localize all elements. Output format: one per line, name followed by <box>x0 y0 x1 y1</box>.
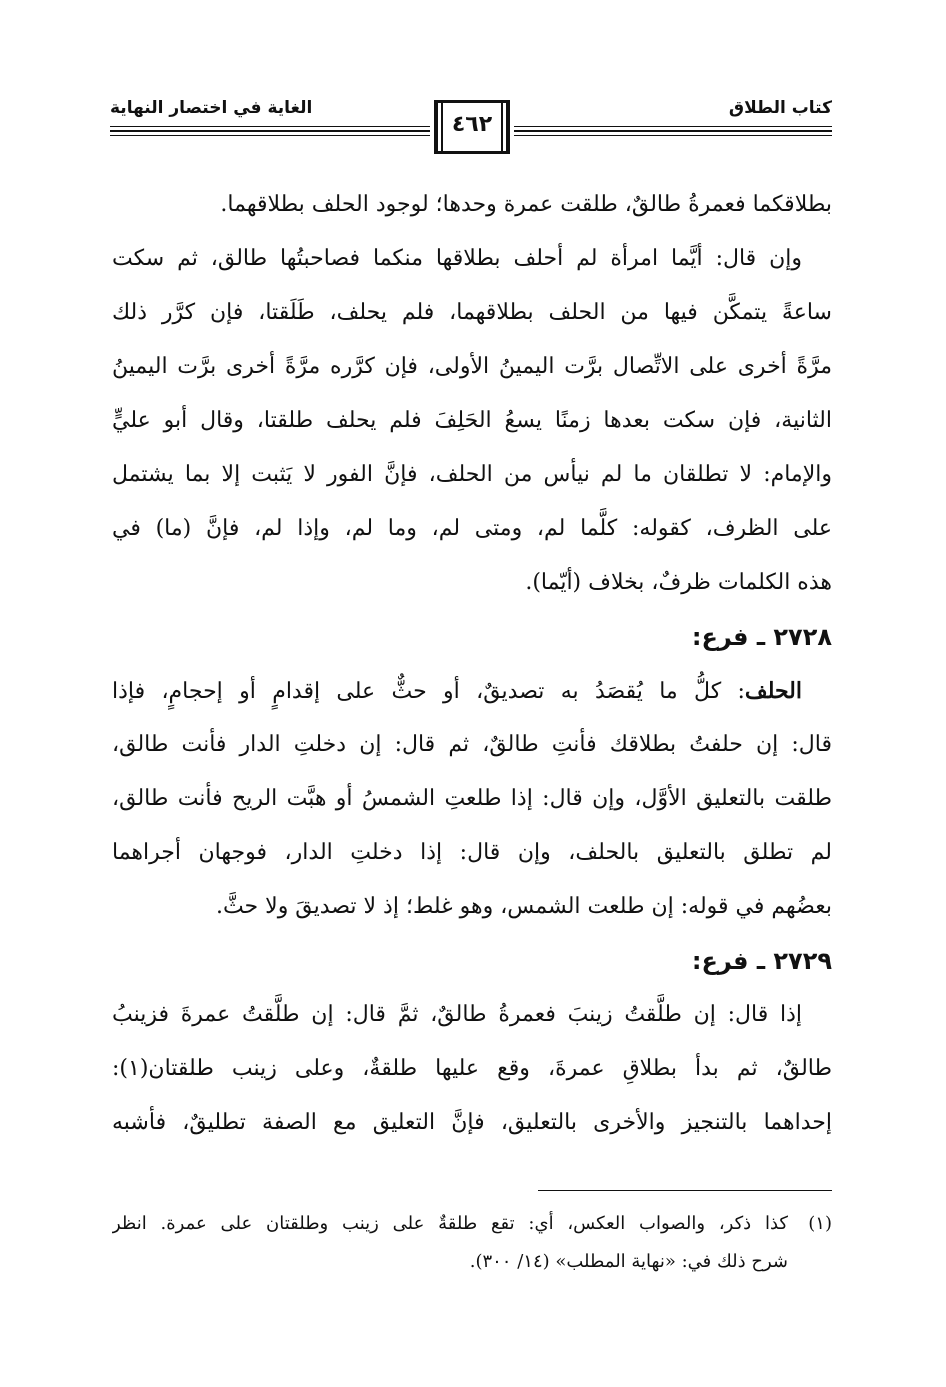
footnote-line: شرح ذلك في: «نهاية المطلب» (١٤/ ٣٠٠). <box>469 1251 788 1272</box>
book-title: كتاب الطلاق <box>728 98 832 118</box>
defined-term: الحلف <box>744 678 802 704</box>
text-line: قال: إن حلفتُ بطلاقك فأنتِ طالقٌ، ثم قال: إن دخلتِ الدار فأنت طالق، <box>112 732 832 757</box>
text-line: على الظرف، كقوله: كلَّما لم، ومتى لم، وما لم، وإذا لم، فإنَّ (ما) في <box>112 516 832 541</box>
section-heading: ٢٧٢٩ ـ فرع: <box>691 947 832 975</box>
footnote <box>112 1205 832 1281</box>
text-line: بعضُهم في قوله: إن طلعت الشمس، وهو غلط؛ إذ لا تصديقَ ولا حثَّ. <box>215 894 832 919</box>
text-line: وإن قال: أيَّما امرأة لم أحلف بطلاقها منكما فصاحبتُها طالق، ثم سكت <box>112 246 802 271</box>
page-number-frame <box>430 100 514 154</box>
text-line: طالقٌ، ثم بدأ بطلاقِ عمرةَ، وقع عليها طلقةٌ، وعلى زينب طلقتان(١): <box>112 1056 832 1081</box>
footnote-divider <box>538 1190 832 1191</box>
footnote-text: كذا ذكر، والصواب العكس، أي: تقع طلقةٌ على زينب وطلقتان على عمرة. انظر <box>112 1213 788 1234</box>
work-title: الغاية في اختصار النهاية <box>110 98 313 118</box>
text-segment: : كلُّ ما يُقصَدُ به تصديقٌ، أو حثٌّ على إقدامٍ أو إحجامٍ، فإذا <box>112 679 745 704</box>
text-line: بطلاقكما فعمرةُ طالقٌ، طلقت عمرة وحدها؛ لوجود الحلف بطلاقهما. <box>220 192 832 217</box>
text-line: الثانية، فإن سكت بعدها زمنًا يسعُ الحَلِفَ فلم يحلف طلقتا، وقال أبو عليٍّ <box>112 408 832 433</box>
text-line: والإمام: لا تطلقان ما لم نيأس من الحلف، فإنَّ الفور لا يَثبت إلا بما يشتمل <box>112 462 832 487</box>
text-line <box>112 664 832 718</box>
page-number: ٤٦٢ <box>451 112 493 137</box>
section-heading: ٢٧٢٨ ـ فرع: <box>691 623 832 651</box>
page-header <box>110 92 832 162</box>
footnote-line <box>112 1205 832 1243</box>
text-line: لم تطلق بالتعليق بالحلف، وإن قال: إذا دخلتِ الدار، فوجهان أجراهما <box>112 840 832 865</box>
text-line: طلقت بالتعليق الأوَّل، وإن قال: إذا طلعتِ الشمسُ أو هبَّت الريح فأنت طالق، <box>112 786 832 811</box>
text-line: مرَّةً أخرى على الاتِّصال برَّت اليمينُ الأولى، فإن كرَّره مرَّةً أخرى برَّت اليمينُ <box>112 354 832 379</box>
text-line: هذه الكلمات ظرفٌ، بخلاف (أيّما). <box>525 570 832 595</box>
main-text <box>112 178 832 1150</box>
footnote-marker: (١) <box>808 1213 832 1234</box>
text-line: إذا قال: إن طلَّقتُ زينبَ فعمرةُ طالقٌ، ثمَّ قال: إن طلَّقتُ عمرةَ فزينبُ <box>112 1002 802 1027</box>
text-line: ساعةً يتمكَّن فيها من الحلف بطلاقهما، فلم يحلف، طَلَقتا، فإن كرَّر ذلك <box>112 300 832 325</box>
text-line: إحداهما بالتنجيز والأخرى بالتعليق، فإنَّ التعليق مع الصفة تطليقٌ، فأشبه <box>112 1110 832 1135</box>
